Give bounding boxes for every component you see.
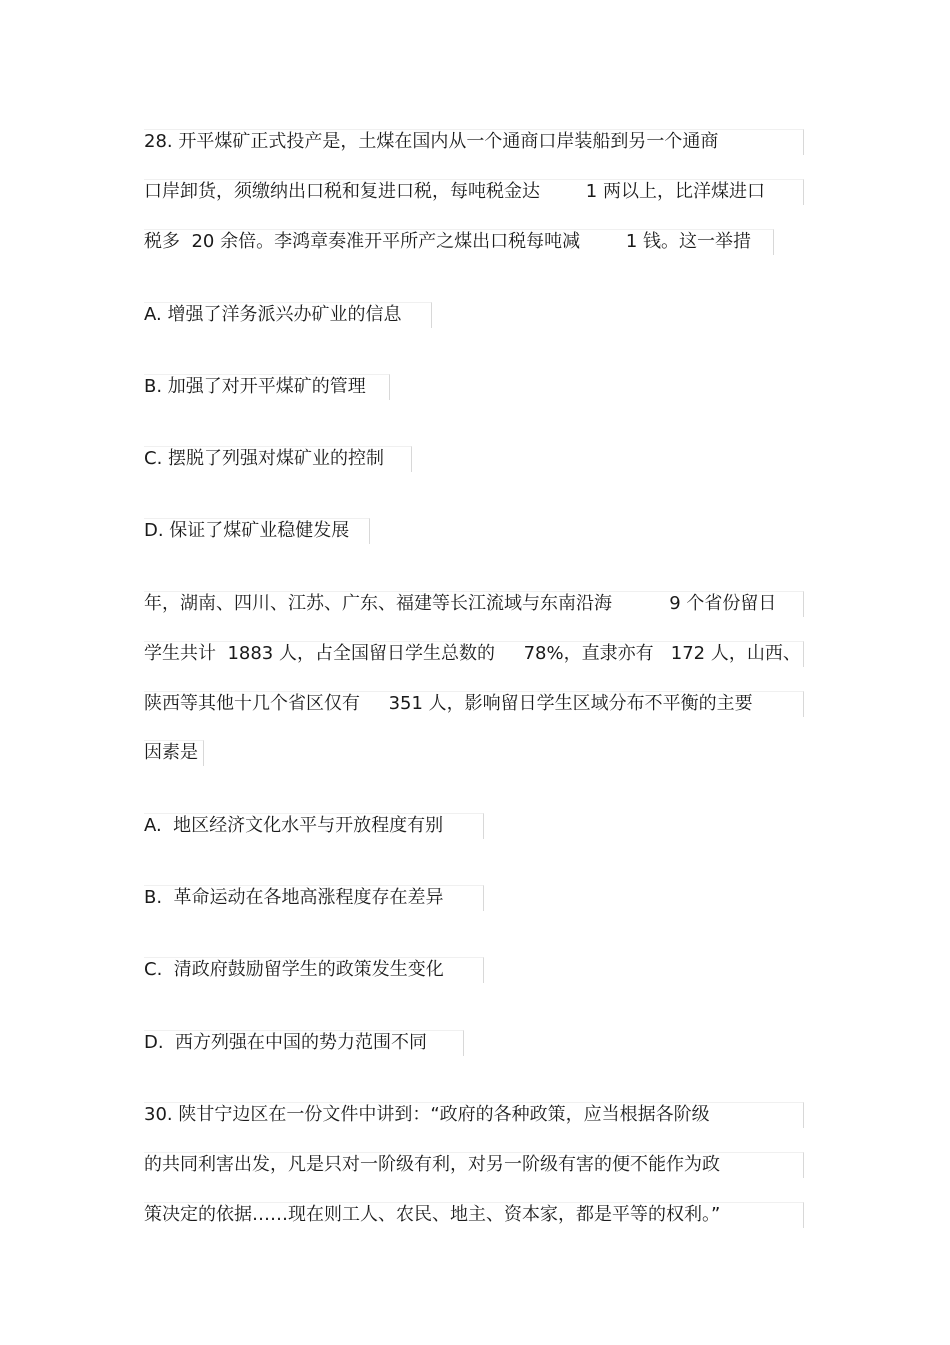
question-29-option-a: A. 地区经济文化水平与开放程度有别	[144, 813, 484, 839]
question-29-stem-line: 因素是	[144, 740, 204, 766]
question-29-stem-line: 年，湖南、四川、江苏、广东、福建等长江流域与东南沿海 9 个省份留日	[144, 591, 804, 617]
question-28-option-c: C. 摆脱了列强对煤矿业的控制	[144, 446, 412, 472]
question-28-option-b: B. 加强了对开平煤矿的管理	[144, 374, 390, 400]
question-29-option-c: C. 清政府鼓励留学生的政策发生变化	[144, 957, 484, 983]
question-29-stem-line: 学生共计 1883 人，占全国留日学生总数的 78%，直隶亦有 172 人，山西、	[144, 641, 804, 667]
question-30-stem-line: 30. 陕甘宁边区在一份文件中讲到：“政府的各种政策，应当根据各阶级	[144, 1102, 804, 1128]
question-30-stem-line: 策决定的依据……现在则工人、农民、地主、资本家，都是平等的权利。”	[144, 1202, 804, 1228]
question-28-option-a: A. 增强了洋务派兴办矿业的信息	[144, 302, 432, 328]
question-30-stem-line: 的共同利害出发，凡是只对一阶级有利，对另一阶级有害的便不能作为政	[144, 1152, 804, 1178]
question-28-stem-line: 28. 开平煤矿正式投产是，土煤在国内从一个通商口岸装船到另一个通商	[144, 129, 804, 155]
question-29-option-b: B. 革命运动在各地高涨程度存在差异	[144, 885, 484, 911]
question-28-option-d: D. 保证了煤矿业稳健发展	[144, 518, 370, 544]
question-28-stem-line: 口岸卸货，须缴纳出口税和复进口税，每吨税金达 1 两以上，比洋煤进口	[144, 179, 804, 205]
question-29-option-d: D. 西方列强在中国的势力范围不同	[144, 1030, 464, 1056]
question-28-stem-line: 税多 20 余倍。李鸿章奏准开平所产之煤出口税每吨减 1 钱。这一举措	[144, 229, 774, 255]
question-29-stem-line: 陕西等其他十几个省区仅有 351 人，影响留日学生区域分布不平衡的主要	[144, 691, 804, 717]
